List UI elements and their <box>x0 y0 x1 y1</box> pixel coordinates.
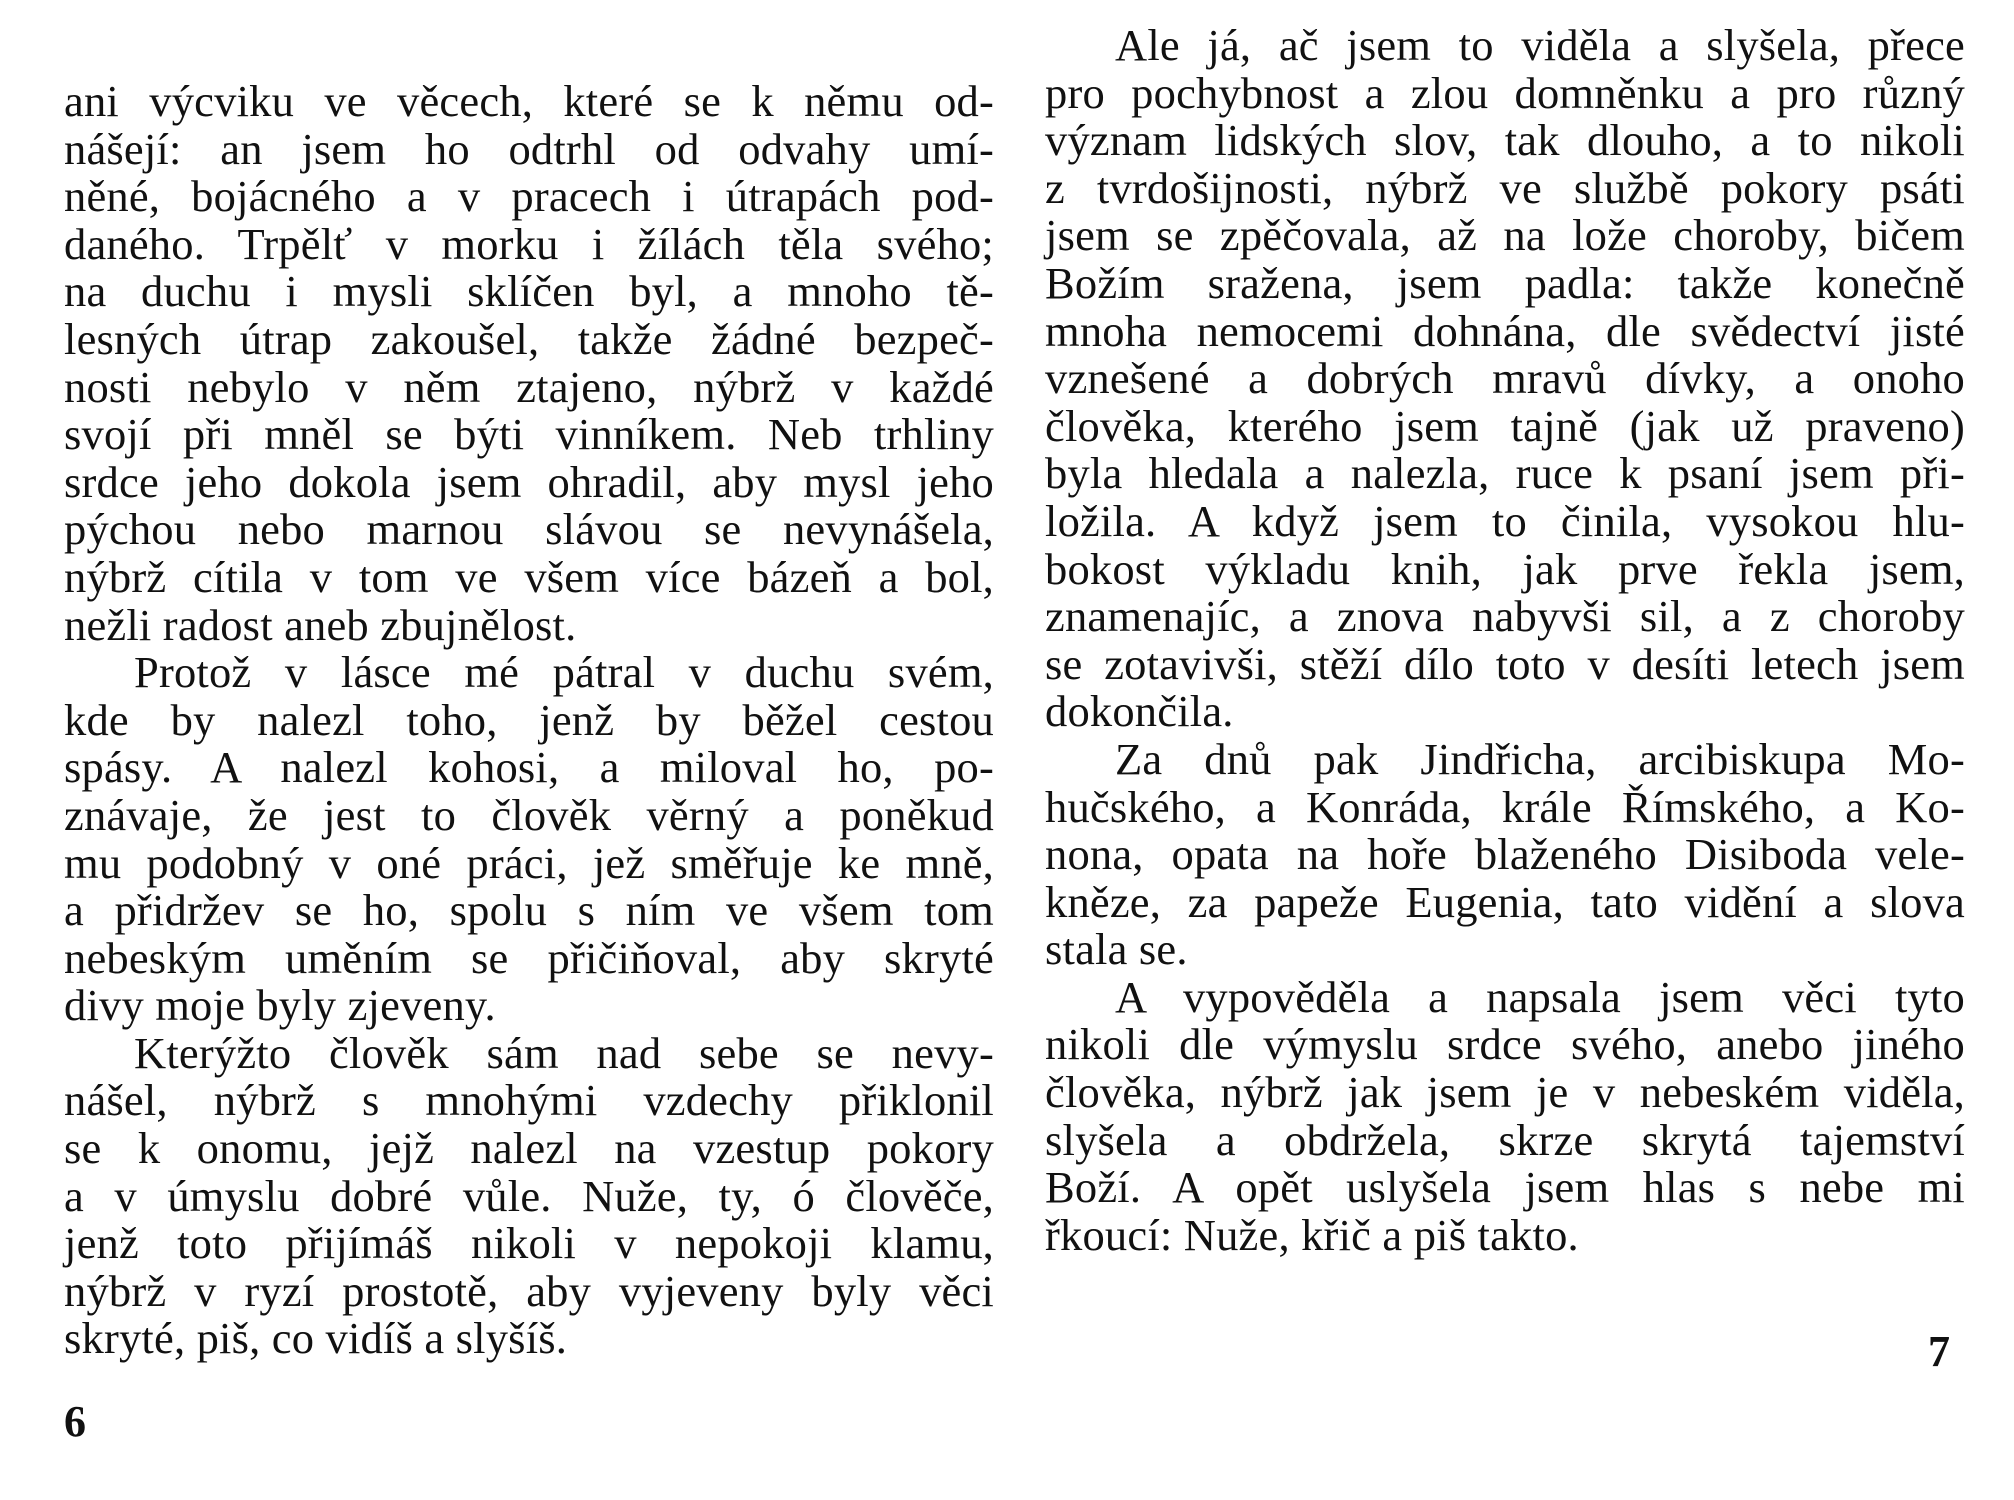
text-line: nýbrž v ryzí prostotě, aby vyjeveny byly věci <box>64 1265 994 1316</box>
text-line: byla hledala a nalezla, ruce k psaní jsem při- <box>1045 448 1965 499</box>
right-page <box>1045 22 1965 1259</box>
text-line: jenž toto přijímáš nikoli v nepokoji klamu, <box>64 1218 994 1269</box>
text-line: nežli radost aneb zbujnělost. <box>64 599 577 650</box>
text-line: hučského, a Konráda, krále Římského, a Ko- <box>1045 781 1965 832</box>
text-line: nášejí: an jsem ho odtrhl od odvahy umí- <box>64 123 994 174</box>
text-line: člověka, nýbrž jak jsem je v nebeském viděla, <box>1045 1067 1965 1118</box>
text-line: pro pochybnost a zlou domněnku a pro různý <box>1045 67 1965 118</box>
left-paragraph-1 <box>64 78 994 649</box>
text-line: skryté, piš, co vidíš a slyšíš. <box>64 1313 568 1364</box>
text-line: mnoha nemocemi dohnána, dle svědectví jisté <box>1045 305 1965 356</box>
text-line: něné, bojácného a v pracech i útrapách pod- <box>64 171 994 222</box>
text-line: řkoucí: Nuže, křič a piš takto. <box>1045 1209 1579 1260</box>
text-line: Za dnů pak Jindřicha, arcibiskupa Mo- <box>1115 733 1965 784</box>
text-line: slyšela a obdržela, skrze skrytá tajemství <box>1045 1114 1965 1165</box>
text-line: nona, opata na hoře blaženého Disiboda vele- <box>1045 829 1965 880</box>
text-line: a přidržev se ho, spolu s ním ve všem tom <box>64 885 994 936</box>
text-line: se zotavivši, stěží dílo toto v desíti letech jsem <box>1045 638 1965 689</box>
text-line: srdce jeho dokola jsem ohradil, aby mysl jeho <box>64 456 994 507</box>
text-line: nikoli dle výmyslu srdce svého, anebo jiného <box>1045 1019 1965 1070</box>
text-line: člověka, kterého jsem tajně (jak už praveno) <box>1045 400 1965 451</box>
text-line: znamenajíc, a znova nabyvši sil, a z choroby <box>1045 591 1965 642</box>
text-line: nášel, nýbrž s mnohými vzdechy přiklonil <box>64 1075 994 1126</box>
page-number-left: 6 <box>64 1397 86 1446</box>
text-line: bokost výkladu knih, jak prve řekla jsem, <box>1045 543 1965 594</box>
text-line: na duchu i mysli sklíčen byl, a mnoho tě- <box>64 266 994 317</box>
left-page <box>64 78 994 1363</box>
page-number-right: 7 <box>1928 1327 1950 1376</box>
text-line: Protož v lásce mé pátral v duchu svém, <box>134 647 994 698</box>
text-line: kněze, za papeže Eugenia, tato vidění a slova <box>1045 876 1965 927</box>
text-line: znávaje, že jest to člověk věrný a poněkud <box>64 789 994 840</box>
text-line: lesných útrap zakoušel, takže žádné bezpeč- <box>64 313 994 364</box>
text-line: spásy. A nalezl kohosi, a miloval ho, po- <box>64 742 994 793</box>
right-paragraph-2 <box>1045 733 1965 975</box>
text-line: svojí při mněl se býti vinníkem. Neb trhliny <box>64 409 994 460</box>
text-line: jsem se zpěčovala, až na lože choroby, bičem <box>1045 210 1965 261</box>
text-line: nýbrž cítila v tom ve všem více bázeň a bol, <box>64 551 994 602</box>
text-line: Boží. A opět uslyšela jsem hlas s nebe mi <box>1045 1162 1965 1213</box>
left-paragraph-3 <box>64 1027 994 1364</box>
text-line: mu podobný v oné práci, jež směřuje ke mně, <box>64 837 994 888</box>
text-line: nosti nebylo v něm ztajeno, nýbrž v každé <box>64 361 994 412</box>
text-line: daného. Trpělť v morku i žílách těla svého; <box>64 218 994 269</box>
text-line: z tvrdošijnosti, nýbrž ve službě pokory psáti <box>1045 162 1965 213</box>
text-line: kde by nalezl toho, jenž by běžel cestou <box>64 694 994 745</box>
text-line: vznešené a dobrých mravů dívky, a onoho <box>1045 353 1965 404</box>
text-line: význam lidských slov, tak dlouho, a to nikoli <box>1045 115 1965 166</box>
text-line: dokončila. <box>1045 686 1234 737</box>
left-paragraph-2 <box>64 649 994 1030</box>
text-line: Ale já, ač jsem to viděla a slyšela, přece <box>1115 20 1965 70</box>
text-line: ložila. A když jsem to činila, vysokou hlu- <box>1045 495 1965 546</box>
text-line: a v úmyslu dobré vůle. Nuže, ty, ó člověče, <box>64 1170 994 1221</box>
text-line: Kterýžto člověk sám nad sebe se nevy- <box>134 1027 994 1078</box>
right-paragraph-1 <box>1045 22 1965 736</box>
text-line: nebeským uměním se přičiňoval, aby skryté <box>64 932 994 983</box>
right-paragraph-3 <box>1045 971 1965 1260</box>
text-line: ani výcviku ve věcech, které se k němu od- <box>64 76 994 126</box>
text-line: stala se. <box>1045 924 1188 975</box>
text-line: Božím sražena, jsem padla: takže konečně <box>1045 257 1965 308</box>
text-line: se k onomu, jejž nalezl na vzestup pokory <box>64 1123 994 1174</box>
text-line: divy moje byly zjeveny. <box>64 980 496 1031</box>
text-line: pýchou nebo marnou slávou se nevynášela, <box>64 504 994 555</box>
text-line: A vypověděla a napsala jsem věci tyto <box>1115 971 1965 1022</box>
